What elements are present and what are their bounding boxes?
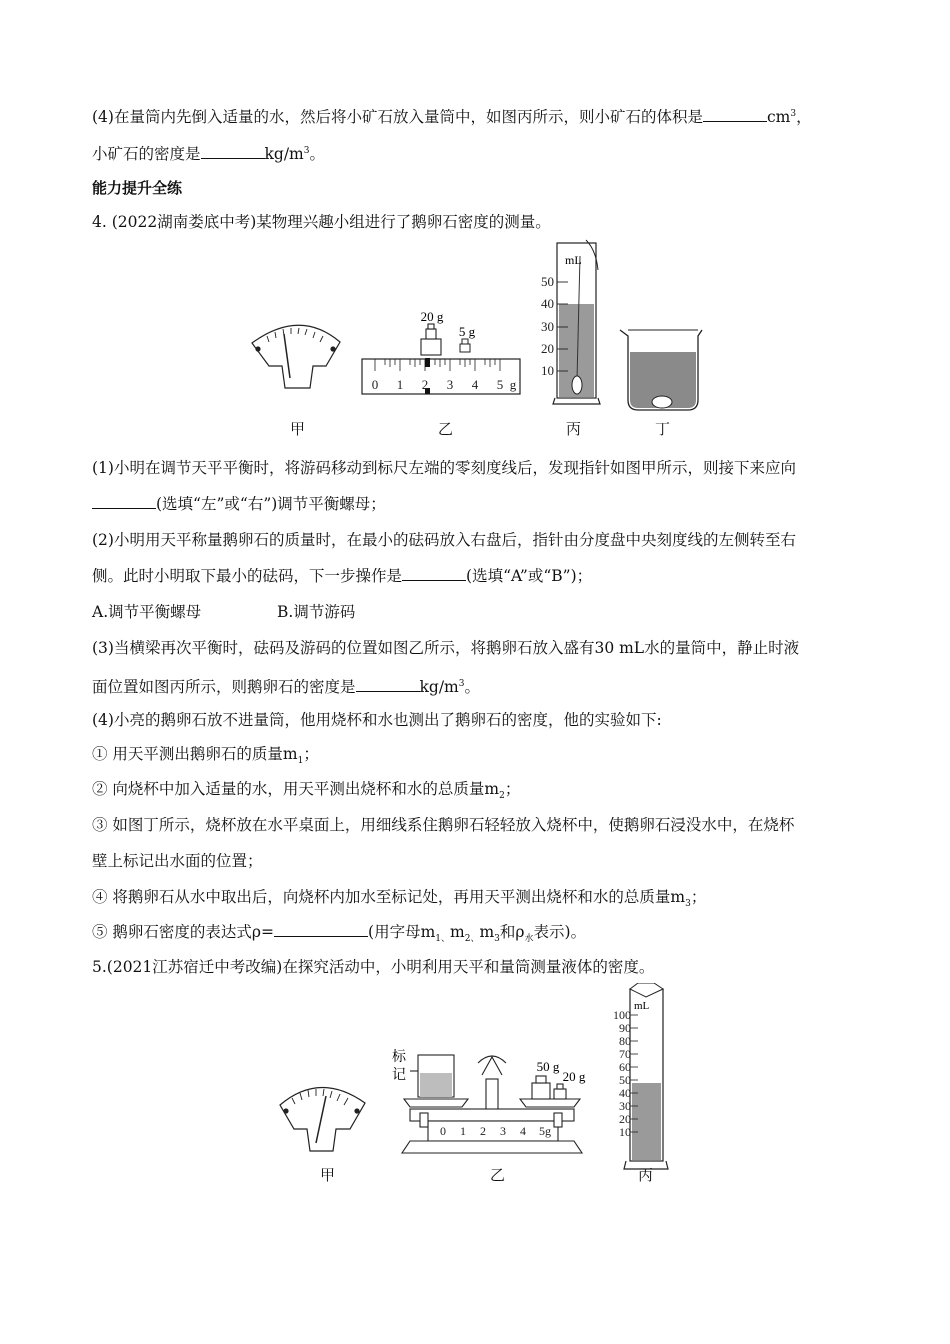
scale-tick-label: 3: [500, 1124, 506, 1138]
weight-label-20g: 20 g: [420, 309, 444, 324]
cylinder-tick-label: 20: [541, 341, 554, 356]
section-title: 能力提升全练: [92, 179, 183, 197]
cylinder-tick-label: 60: [619, 1060, 631, 1074]
q4-step5: ⑤ 鹅卵石密度的表达式ρ= (用字母$m_{1、}m_{2、}m_3$和$\rho_水$表示)。: [92, 923, 587, 945]
q4-part1-line1: (1)小明在调节天平平衡时，将游码移动到标尺左端的零刻度线后，发现指针如图甲所示，则接下来应向: [92, 459, 796, 477]
q3-part4-line2: 小矿石的密度是 $kg/m^3$。: [92, 145, 325, 164]
step-text: ④ 将鹅卵石从水中取出后，向烧杯内加水至标记处，再用天平测出烧杯和水的总质量m: [92, 888, 686, 906]
q4-part2-text: 侧。此时小明取下最小的砝码，下一步操作是: [92, 567, 403, 585]
scale-tick-label: 1: [460, 1124, 466, 1138]
caption-bing: 丙: [566, 420, 582, 438]
cylinder-unit-label: mL: [634, 1000, 650, 1012]
q4-part2-text: (选填“A”或“B”)；: [466, 567, 593, 585]
unit-text: kg/m: [419, 678, 459, 697]
weight-label-5g: 5 g: [458, 324, 476, 339]
unit-text: cm: [766, 108, 791, 127]
cylinder-tick-label: 30: [619, 1099, 631, 1113]
q4-figure: [240, 238, 710, 443]
answer-blank[interactable]: [402, 566, 466, 581]
q4-part3-line1: (3)当横梁再次平衡时，砝码及游码的位置如图乙所示，将鹅卵石放入盛有30 mL水的量筒中，静止时液: [92, 639, 800, 657]
step-text: ；: [504, 780, 521, 798]
cylinder-tick-label: 70: [619, 1047, 631, 1061]
step-text: 表示)。: [533, 923, 587, 941]
q4-part1-text: (选填“左”或“右”)调节平衡螺母；: [156, 495, 386, 513]
scale-tick-label: 5: [496, 377, 504, 392]
cylinder-tick-label: 90: [619, 1021, 631, 1035]
caption-ding: 丁: [655, 420, 671, 438]
q4-part3-line2: 面位置如图丙所示，则鹅卵石的密度是 $kg/m^3$。: [92, 678, 480, 697]
step-text: m: [450, 923, 465, 941]
step-text: 和ρ: [499, 923, 525, 941]
cylinder-tick-label: 20: [619, 1112, 631, 1126]
step-text: m: [479, 923, 495, 941]
step-text: ；: [303, 745, 319, 763]
mark-label: 标: [392, 1050, 406, 1065]
subscript-water: 水: [524, 934, 534, 945]
scale-tick-label: 5g: [539, 1124, 551, 1138]
option-a: A.调节平衡螺母: [92, 603, 202, 621]
answer-blank[interactable]: [703, 107, 767, 122]
balance-scale-yi: [362, 309, 520, 394]
cylinder-tick-label: 80: [619, 1034, 631, 1048]
step-text: ⑤ 鹅卵石密度的表达式ρ=: [92, 923, 275, 941]
scale-tick-label: 4: [471, 377, 479, 392]
caption-yi: 乙: [438, 420, 454, 438]
scale-tick-label: 2: [421, 377, 429, 392]
answer-blank[interactable]: [274, 922, 368, 937]
answer-blank[interactable]: [356, 677, 420, 692]
dial-indicator-jia: [280, 1087, 365, 1151]
q4-step3-line2: 壁上标记出水面的位置；: [92, 852, 263, 870]
caption-jia: 甲: [290, 420, 306, 438]
cylinder-tick-label: 40: [619, 1086, 631, 1100]
step-text: ；: [690, 888, 707, 906]
scale-tick-label: 0: [371, 377, 379, 392]
q4-step1: ① 用天平测出鹅卵石的质量$m_1$；: [92, 745, 319, 767]
cylinder-tick-label: 30: [541, 319, 554, 334]
weight-20g: [421, 324, 441, 355]
q4-options: [92, 601, 355, 623]
scale-tick-label: 1: [396, 377, 404, 392]
step-text: ② 向烧杯中加入适量的水，用天平测出烧杯和水的总质量m: [92, 780, 500, 798]
mark-label: 记: [392, 1068, 406, 1083]
cylinder-tick-label: 10: [619, 1125, 631, 1139]
q4-part2-line2: [92, 565, 592, 587]
q4-part1-line2: [92, 493, 386, 515]
q4-part4-intro: (4)小亮的鹅卵石放不进量筒，他用烧杯和水也测出了鹅卵石的密度，他的实验如下:: [92, 711, 662, 729]
graduated-cylinder-bing: [613, 983, 668, 1169]
q4-step4: ④ 将鹅卵石从水中取出后，向烧杯内加水至标记处，再用天平测出烧杯和水的总质量$m_3$；: [92, 888, 707, 910]
scale-tick-label: g: [509, 377, 517, 392]
q5-intro: 5.(2021江苏宿迁中考改编)在探究活动中，小明利用天平和量筒测量液体的密度。: [92, 958, 655, 976]
unit-text: kg/m: [264, 145, 304, 164]
weight-label-20g: 20 g: [562, 1069, 586, 1084]
q3-part4-line1: (4)在量筒内先倒入适量的水，然后将小矿石放入量筒中，如图丙所示，则小矿石的体积是 $cm^3$，: [92, 108, 812, 127]
scale-tick-label: 4: [520, 1124, 526, 1138]
cylinder-tick-label: 10: [541, 363, 554, 378]
q4-intro: 4. (2022湖南娄底中考)某物理兴趣小组进行了鹅卵石密度的测量。: [92, 213, 551, 231]
step-text: (用字母m: [368, 923, 436, 941]
cylinder-tick-label: 50: [541, 274, 554, 289]
answer-blank[interactable]: [201, 144, 265, 159]
weight-5g: [460, 339, 470, 352]
q4-step2: ② 向烧杯中加入适量的水，用天平测出烧杯和水的总质量$m_2$；: [92, 780, 521, 802]
answer-blank[interactable]: [92, 494, 156, 509]
q4-part3-text: 面位置如图丙所示，则鹅卵石的密度是: [92, 678, 356, 697]
caption-bing: 丙: [638, 1166, 654, 1184]
cylinder-tick-label: 40: [541, 296, 554, 311]
scale-tick-label: 2: [480, 1124, 486, 1138]
weight-label-50g: 50 g: [536, 1059, 560, 1074]
q3-part4-text: 小矿石的密度是: [92, 145, 201, 164]
beaker-ding: [620, 330, 702, 410]
q4-step3-line1: ③ 如图丁所示，烧杯放在水平桌面上，用细线系住鹅卵石轻轻放入烧杯中，使鹅卵石浸没水中，在烧杯: [92, 816, 795, 834]
caption-jia: 甲: [320, 1166, 336, 1184]
q4-part2-line1: (2)小明用天平称量鹅卵石的质量时，在最小的砝码放入右盘后，指针由分度盘中央刻度线的左侧转至右: [92, 531, 796, 549]
step-text: ① 用天平测出鹅卵石的质量m: [92, 745, 298, 763]
q3-part4-text: (4)在量筒内先倒入适量的水，然后将小矿石放入量筒中，如图丙所示，则小矿石的体积是: [92, 108, 703, 127]
scale-tick-label: 0: [440, 1124, 446, 1138]
cylinder-tick-label: 100: [613, 1008, 631, 1022]
caption-yi: 乙: [490, 1166, 506, 1184]
q5-figure: [270, 983, 670, 1188]
dial-indicator-jia: [252, 325, 340, 388]
graduated-cylinder-bing: [541, 240, 600, 404]
cylinder-tick-label: 50: [619, 1073, 631, 1087]
scale-tick-label: 3: [446, 377, 454, 392]
option-b: B.调节游码: [277, 603, 356, 621]
cylinder-unit-label: mL: [565, 253, 582, 267]
